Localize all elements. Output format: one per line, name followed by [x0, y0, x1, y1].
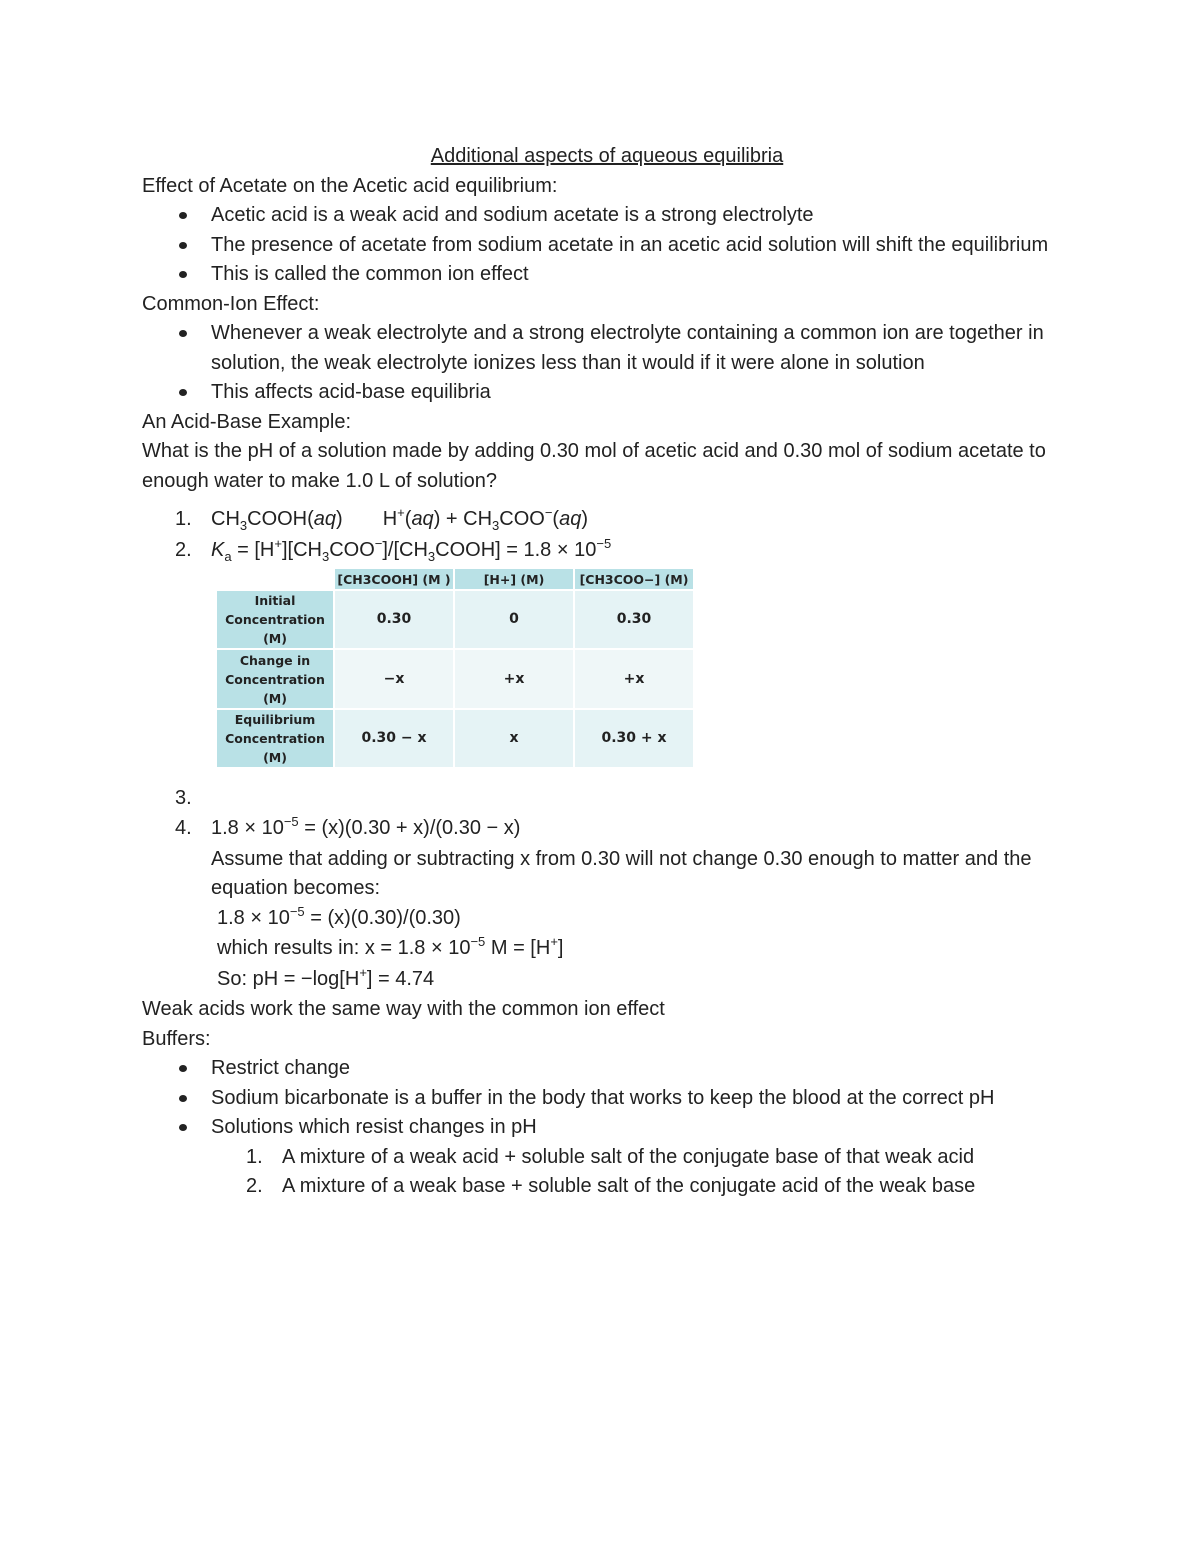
bullet-list-acetate [142, 201, 1072, 290]
row-header: Equilibrium Concentration (M) [216, 709, 334, 768]
table-cell: 0.30 [334, 590, 454, 649]
table-cell: x [454, 709, 574, 768]
table-cell: 0 [454, 590, 574, 649]
step-4-solve: 4. $1.8 \times 10^{-5} = (x)(0.30 + x)/(0.30 - x)$ [211, 814, 1072, 845]
step-number: 4. [175, 817, 192, 839]
step-number: 1. [175, 508, 192, 530]
ph-result: So: pH = −log[H+] = 4.74 [217, 964, 435, 990]
result-line: which results in: $x = 1.8 \times 10^{-5}$ M = [H+] [217, 934, 564, 959]
list-item: Acetic acid is a weak acid and sodium acetate is a strong electrolyte [211, 201, 1072, 231]
section-heading-acetate: Effect of Acetate on the Acetic acid equilibrium: [142, 174, 558, 197]
table-row [216, 590, 694, 649]
table-cell: 0.30 [574, 590, 694, 649]
table-row [216, 709, 694, 768]
page-title: Additional aspects of aqueous equilibria [430, 145, 784, 167]
list-item: Sodium bicarbonate is a buffer in the body that works to keep the blood at the correct pH [211, 1084, 1072, 1114]
list-item: 1. A mixture of a weak acid + soluble salt of the conjugate base of that weak acid [246, 1145, 975, 1168]
list-item: This is called the common ion effect [211, 260, 1072, 290]
bullet-list-common-ion [142, 319, 1072, 408]
table-corner [216, 568, 334, 590]
table-cell: +x [574, 649, 694, 709]
list-item: The presence of acetate from sodium acetate in an acetic acid solution will shift the equilibrium [211, 231, 1072, 261]
column-header: [CH3COOH] (M ) [334, 568, 454, 590]
weak-acids-note: Weak acids work the same way with the common ion effect [142, 998, 665, 1020]
section-heading-common-ion: Common-Ion Effect: [142, 292, 320, 315]
table-cell: −x [334, 649, 454, 709]
ice-table [215, 567, 695, 769]
column-header: [H+] (M) [454, 568, 574, 590]
table-row [216, 649, 694, 709]
row-header: Initial Concentration (M) [216, 590, 334, 649]
step-number: 3. [175, 787, 192, 809]
solution-steps [142, 505, 1072, 845]
list-item: Solutions which resist changes in pH [211, 1113, 1072, 1143]
document-page [142, 142, 1072, 1202]
list-item: Whenever a weak electrolyte and a strong electrolyte containing a common ion are together in solution, the weak electrolyte ionizes less than it would if it were alone in solution [211, 319, 1072, 378]
table-cell: +x [454, 649, 574, 709]
section-heading-buffers: Buffers: [142, 1027, 211, 1050]
bullet-list-buffers [142, 1054, 1072, 1143]
section-heading-example: An Acid-Base Example: [142, 410, 351, 433]
row-header: Change in Concentration (M) [216, 649, 334, 709]
table-cell: 0.30 + x [574, 709, 694, 768]
simplified-equation: $1.8 \times 10^{-5} = (x)(0.30)/(0.30)$ [217, 903, 461, 929]
assumption-text: Assume that adding or subtracting x from 0.30 will not change 0.30 enough to matter and the equation becomes: [211, 847, 1032, 899]
list-item: This affects acid-base equilibria [211, 378, 1072, 408]
step-number: 2. [175, 538, 192, 561]
column-header: [CH3COO−] (M) [574, 568, 694, 590]
table-cell: 0.30 − x [334, 709, 454, 768]
step-2-ka-expression: 2. $K_a$ = $[H^+][CH_3COO^-]/[CH_3COOH] = 1.8 \times 10^{-5}$ [175, 535, 612, 564]
step-1-equation: 1. $CH_3COOH(aq) H^+(aq) + CH_3COO^-(aq)$ [175, 505, 589, 533]
example-question: What is the pH of a solution made by adding 0.30 mol of acetic acid and 0.30 mol of sodium acetate to enough water to make 1.0 L of solution? [142, 440, 1046, 492]
list-item: 2. A mixture of a weak base + soluble salt of the conjugate acid of the weak base [246, 1175, 976, 1197]
list-item: Restrict change [211, 1054, 1072, 1084]
step-3-ice-table [175, 566, 1072, 814]
buffer-types-list [142, 1143, 1072, 1202]
